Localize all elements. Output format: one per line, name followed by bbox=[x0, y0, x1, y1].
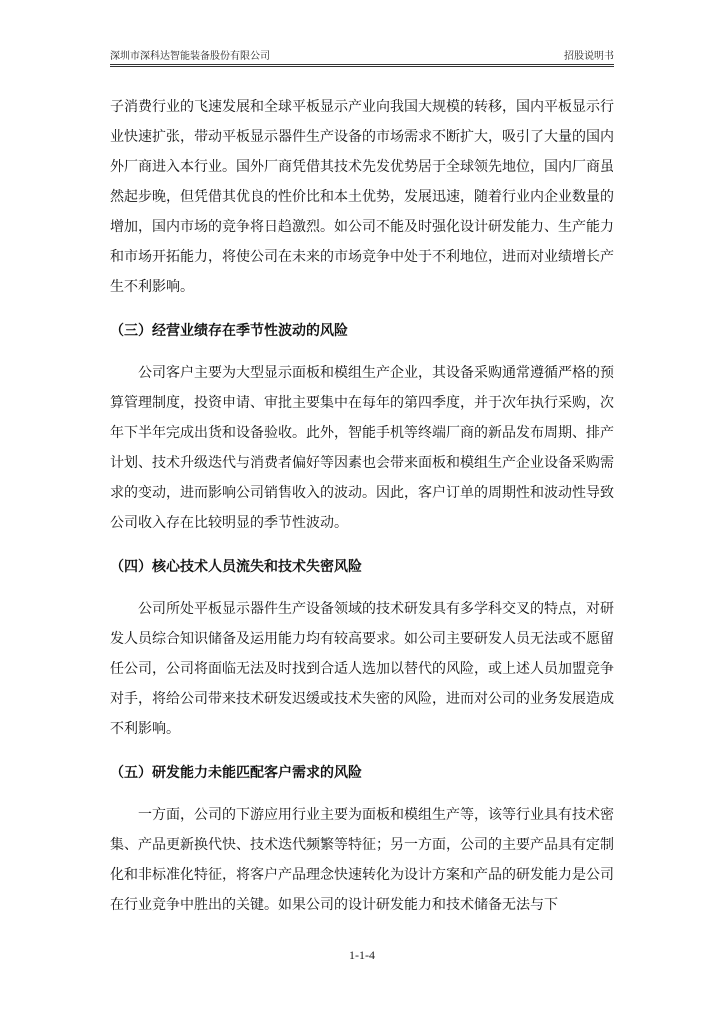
section-heading-talent-risk: （四）核心技术人员流失和技术失密风险 bbox=[110, 559, 362, 575]
header-document-type: 招股说明书 bbox=[564, 51, 614, 62]
section-paragraph-seasonal-risk: 公司客户主要为大型显示面板和模组生产企业，其设备采购通常遵循严格的预算管理制度，投资申请、审批主要集中在每年的第四季度，并于次年执行采购，次年下半年完成出货和设备验收。此外，智能手机等终端厂商的新品发布周期、排产计划、技术升级迭代与消费者偏好等因素也会带来面板和模组生产企业设备采购需求的变动，进而影响公司销售收入的波动。因此，客户订单的周期性和波动性导致公司收入存在比较明显的季节性波动。 bbox=[110, 365, 614, 531]
page-body bbox=[110, 92, 614, 920]
header-rule-thick bbox=[110, 64, 614, 65]
section-heading-seasonal-risk: （三）经营业绩存在季节性波动的风险 bbox=[110, 323, 348, 339]
page-number: 1-1-4 bbox=[349, 948, 375, 962]
intro-paragraph: 子消费行业的飞速发展和全球平板显示产业向我国大规模的转移，国内平板显示行业快速扩张，带动平板显示器件生产设备的市场需求不断扩大，吸引了大量的国内外厂商进入本行业。国外厂商凭借其技术先发优势居于全球领先地位，国内厂商虽然起步晚，但凭借其优良的性价比和本土优势，发展迅速，随着行业内企业数量的增加，国内市场的竞争将日趋激烈。如公司不能及时强化设计研发能力、生产能力和市场开拓能力，将使公司在未来的市场竞争中处于不利地位，进而对业绩增长产生不利影响。 bbox=[110, 99, 614, 295]
section-heading-rd-risk: （五）研发能力未能匹配客户需求的风险 bbox=[110, 765, 362, 781]
section-paragraph-talent-risk: 公司所处平板显示器件生产设备领域的技术研发具有多学科交叉的特点，对研发人员综合知识储备及运用能力均有较高要求。如公司主要研发人员无法或不愿留任公司，公司将面临无法及时找到合适人选加以替代的风险，或上述人员加盟竞争对手，将给公司带来技术研发迟缓或技术失密的风险，进而对公司的业务发展造成不利影响。 bbox=[110, 601, 614, 737]
header-company-name: 深圳市深科达智能装备股份有限公司 bbox=[110, 51, 270, 62]
section-paragraph-rd-risk: 一方面，公司的下游应用行业主要为面板和模组生产等，该等行业具有技术密集、产品更新换代快、技术迭代频繁等特征；另一方面，公司的主要产品具有定制化和非标准化特征，将客户产品理念快速转化为设计方案和产品的研发能力是公司在行业竞争中胜出的关键。如果公司的设计研发能力和技术储备无法与下 bbox=[110, 807, 614, 913]
page-header bbox=[110, 50, 614, 64]
header-rule-thin bbox=[110, 66, 614, 67]
